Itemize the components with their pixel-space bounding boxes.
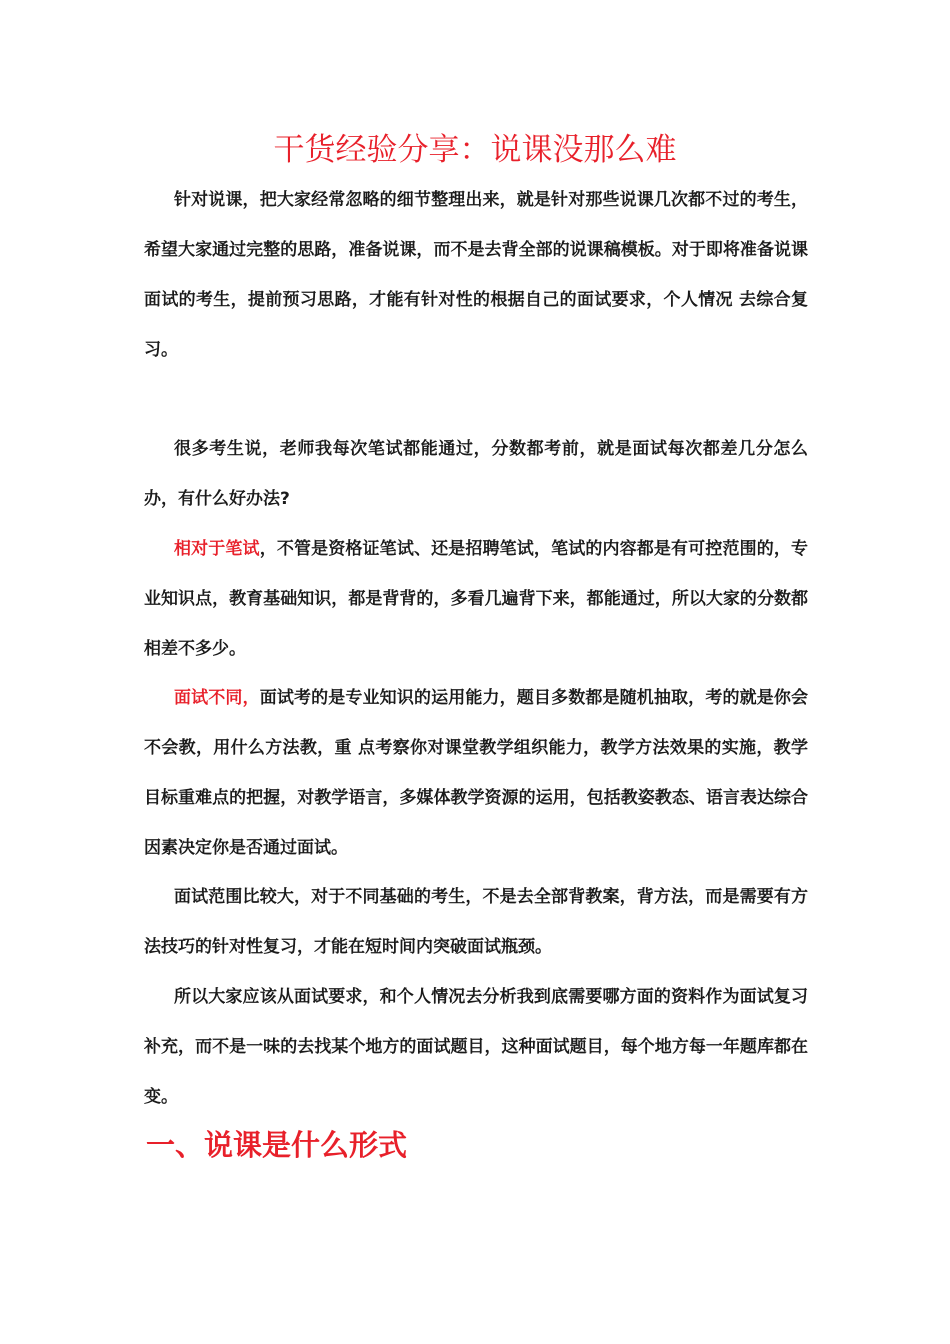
written-exam-paragraph (144, 524, 808, 674)
written-exam-body: ，不管是资格证笔试、还是招聘笔试，笔试的内容都是有可控范围的，专业知识点，教育基础知识，都是背背的，多看几遍背下来，都能通过，所以大家的分数都相差不多少。 (144, 539, 809, 659)
advice-paragraph: 所以大家应该从面试要求，和个人情况去分析我到底需要哪方面的资料作为面试复习补充，而不是一味的去找某个地方的面试题目，这种面试题目，每个地方每一年题库都在变。 (144, 987, 808, 1107)
document-title: 干货经验分享：说课没那么难 (273, 132, 677, 168)
interview-body: 面试考的是专业知识的运用能力，题目多数都是随机抽取，考的就是你会不会教，用什么方法教，重 点考察你对课堂教学组织能力，教学方法效果的实施，教学目标重难点的把握，对教学语言，多媒体教学资源的运用，包括教姿教态、语言表达综合因素决定你是否通过面试。 (144, 688, 809, 858)
interview-paragraph (144, 673, 808, 873)
scope-paragraph: 面试范围比较大，对于不同基础的考生，不是去全部背教案，背方法，而是需要有方法技巧的针对性复习，才能在短时间内突破面试瓶颈。 (144, 887, 808, 957)
question-paragraph: 很多考生说，老师我每次笔试都能通过，分数都考前，就是面试每次都差几分怎么办，有什么好办法? (144, 439, 808, 509)
written-exam-lead: 相对于笔试 (174, 539, 260, 559)
intro-paragraph: 针对说课，把大家经常忽略的细节整理出来，就是针对那些说课几次都不过的考生，希望大家通过完整的思路，准备说课，而不是去背全部的说课稿模板。对于即将准备说课面试的考生，提前预习思路，才能有针对性的根据自己的面试要求，个人情况 去综合复习。 (144, 190, 808, 360)
section-heading: 一、说课是什么形式 (146, 1128, 408, 1162)
interview-lead: 面试不同， (174, 688, 260, 708)
